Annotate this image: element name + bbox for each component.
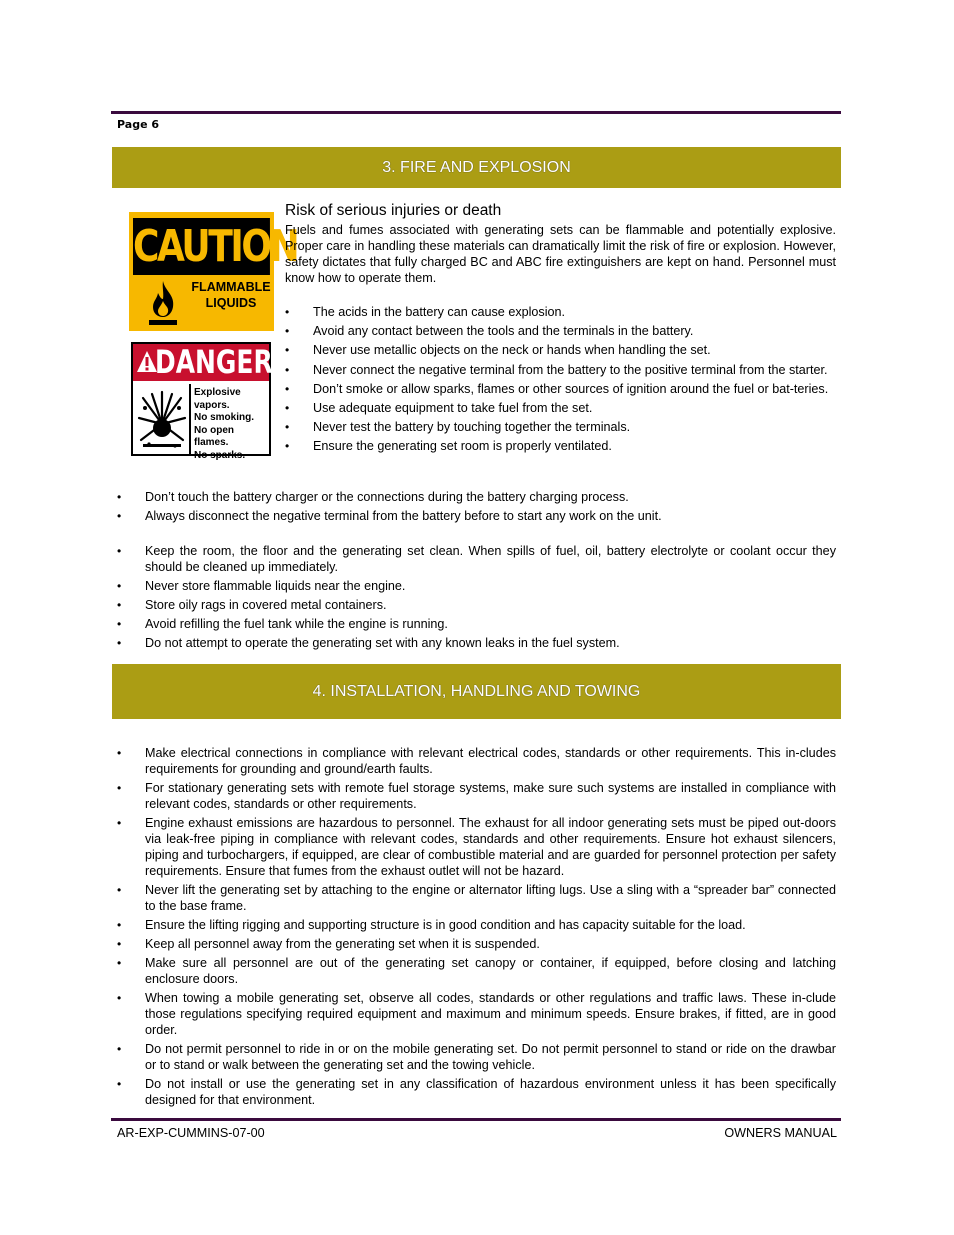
- section-4-banner: [112, 664, 841, 719]
- footer-rule: [111, 1118, 841, 1121]
- danger-text: [194, 387, 269, 462]
- section-3-banner: [112, 147, 841, 188]
- list-item: • Keep all personnel away from the generating set when it is suspended.: [117, 936, 836, 952]
- danger-line: No smoking.: [194, 412, 255, 423]
- list-item: • Engine exhaust emissions are hazardous to personnel. The exhaust for all indoor generating sets must be piped out-doors via leak-free piping in compliance with relevant codes, standards and other requirements. Ensure hot exhaust silencers, piping and turbochargers, if equipped, are clear of combustible material and are guarded for personnel protection per safety requirements. Ensure that fumes from the exhaust outlet will not be hazard.: [117, 815, 836, 879]
- list-item: • Don’t smoke or allow sparks, flames or other sources of ignition around the fuel or bat-teries.: [285, 381, 836, 397]
- section-3-bullets-a: [285, 304, 836, 454]
- list-item: • Do not permit personnel to ride in or on the mobile generating set. Do not permit personnel to stand or ride on the drawbar or to stand or walk between the generating set and the towing vehicle.: [117, 1041, 836, 1073]
- list-item: • Make sure all personnel are out of the generating set canopy or container, if equipped, before closing and latching enclosure doors.: [117, 955, 836, 987]
- list-item: • Never use metallic objects on the neck or hands when handling the set.: [285, 342, 836, 358]
- caution-text: [191, 279, 271, 311]
- list-item: • Store oily rags in covered metal containers.: [117, 597, 836, 613]
- danger-explosive-vapors-sign: [131, 342, 273, 461]
- danger-line: No open flames.: [194, 424, 234, 448]
- danger-line: No sparks.: [194, 449, 246, 461]
- list-item: • Never connect the negative terminal from the battery to the positive terminal from the starter.: [285, 362, 836, 378]
- danger-line: vapors.: [194, 399, 230, 411]
- section-4-bullets: [117, 745, 836, 1108]
- section-3-intro: Fuels and fumes associated with generating sets can be flammable and potentially explosive. Proper care in handling these materials can dramatically limit the risk of fire or explosion. However, safety dictates that fully charged BC and ABC fire extinguishers are kept on hand. Personnel must know how to operate them.: [285, 223, 836, 285]
- list-item: • Never test the battery by touching together the terminals.: [285, 419, 836, 435]
- list-item: • The acids in the battery can cause explosion.: [285, 304, 836, 320]
- list-item: • Do not install or use the generating set in any classification of hazardous environment unless it has been specifically designed for that environment.: [117, 1076, 836, 1108]
- section-3-bullets-c: [117, 543, 836, 651]
- list-item: • Always disconnect the negative terminal from the battery before to start any work on the unit.: [117, 508, 836, 524]
- caution-text-line-1: FLAMMABLE: [191, 280, 271, 294]
- flame-icon: [143, 279, 183, 327]
- section-3-title: 3. FIRE AND EXPLOSION: [382, 158, 571, 176]
- list-item: • For stationary generating sets with remote fuel storage systems, make sure such systems are installed in compliance with relevant codes, standards or other requirements.: [117, 780, 836, 812]
- caution-flammable-liquids-sign: [129, 212, 298, 331]
- explosion-icon: [135, 384, 191, 454]
- danger-line: Explosive: [194, 387, 241, 398]
- danger-header: [133, 343, 273, 381]
- footer-doc-code: AR-EXP-CUMMINS-07-00: [117, 1126, 265, 1140]
- section-3-bullets-b: [117, 489, 836, 524]
- list-item: • Make electrical connections in compliance with relevant electrical codes, standards or other requirements. This in-cludes requirements for grounding and ground/earth faults.: [117, 745, 836, 777]
- list-item: • Never lift the generating set by attaching to the engine or alternator lifting lugs. Use a sling with a “spreader bar” connected to the base frame.: [117, 882, 836, 914]
- list-item: • Avoid any contact between the tools and the terminals in the battery.: [285, 323, 836, 339]
- list-item: • When towing a mobile generating set, observe all codes, standards or other regulations and traffic laws. These in-clude those regulations specifying required equipment and maximum and minimum speeds. Ensure brakes, if fitted, are in good order.: [117, 990, 836, 1038]
- page-number: Page 6: [117, 118, 160, 131]
- header-rule: [111, 111, 841, 114]
- caution-word: CAUTION: [133, 218, 270, 275]
- section-3-subheading: Risk of serious injuries or death: [285, 202, 502, 219]
- section-4-title: 4. INSTALLATION, HANDLING AND TOWING: [312, 682, 641, 700]
- list-item: • Ensure the generating set room is properly ventilated.: [285, 438, 836, 454]
- caution-text-line-2: LIQUIDS: [205, 296, 257, 310]
- danger-word: DANGER: [155, 343, 273, 381]
- list-item: • Ensure the lifting rigging and supporting structure is in good condition and has capacity suitable for the load.: [117, 917, 836, 933]
- list-item: • Keep the room, the floor and the generating set clean. When spills of fuel, oil, battery electrolyte or coolant occur they should be cleaned up immediately.: [117, 543, 836, 575]
- list-item: • Use adequate equipment to take fuel from the set.: [285, 400, 836, 416]
- list-item: • Do not attempt to operate the generating set with any known leaks in the fuel system.: [117, 635, 836, 651]
- list-item: • Never store flammable liquids near the engine.: [117, 578, 836, 594]
- footer-doc-title: OWNERS MANUAL: [724, 1126, 837, 1140]
- list-item: • Don’t touch the battery charger or the connections during the battery charging process.: [117, 489, 836, 505]
- list-item: • Avoid refilling the fuel tank while the engine is running.: [117, 616, 836, 632]
